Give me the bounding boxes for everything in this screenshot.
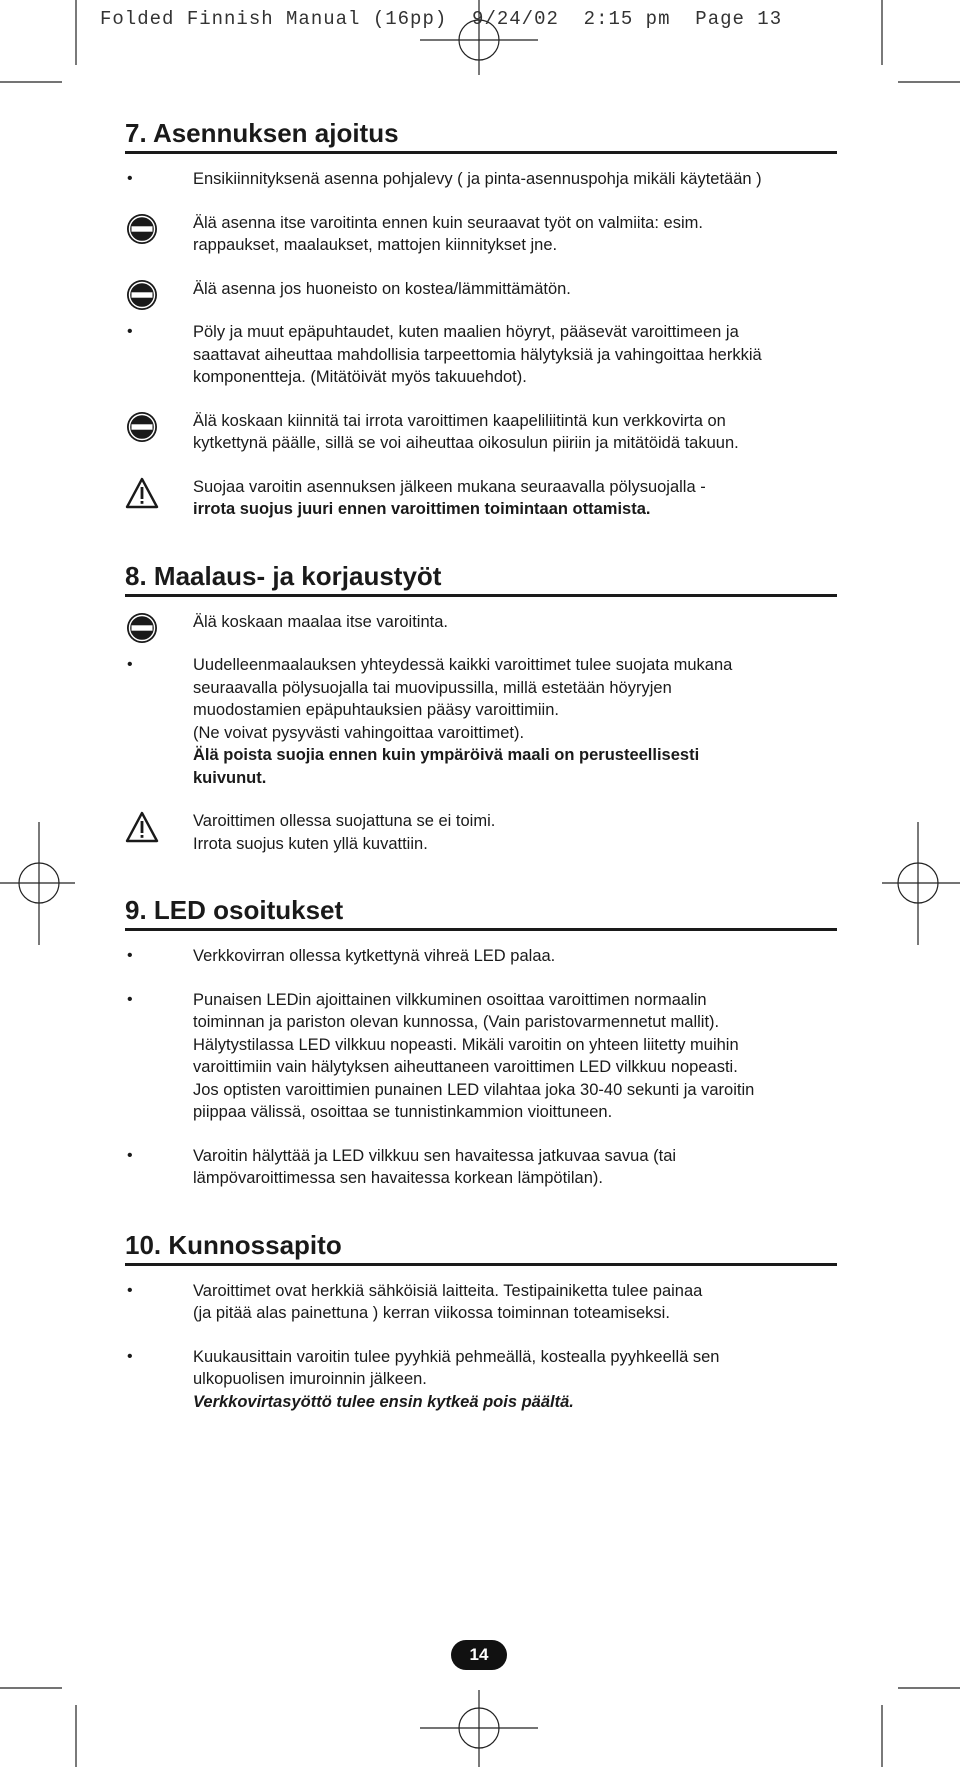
bullet-icon: • [127,990,133,1008]
text-line: Varoittimet ovat herkkiä sähköisiä laitteita. Testipainiketta tulee painaa [193,1281,703,1300]
section-1 [125,118,837,521]
prohibition-icon [125,212,159,246]
list-item [125,1346,837,1414]
text-line: Älä koskaan maalaa itse varoitinta. [193,612,448,631]
list-item [125,945,837,968]
text-line: Pöly ja muut epäpuhtaudet, kuten maalien höyryt, pääsevät varoittimeen ja [193,323,739,341]
prohibition-icon [125,278,159,312]
section-4 [125,1230,837,1414]
text-line: muodostamien epäpuhtauksien pääsy varoittimiin. [193,701,559,719]
list-item [125,989,837,1124]
text-line: Punaisen LEDin ajoittainen vilkkuminen osoittaa varoittimen normaalin [193,990,707,1009]
prohibition-icon [125,611,159,645]
text-line: lämpövaroittimessa sen havaitessa korkean lämpötilan). [193,1169,603,1187]
text-line: (ja pitää alas painettuna ) kerran viikossa toiminnan toteamiseksi. [193,1304,670,1322]
section-2 [125,561,837,856]
prohibition-icon [125,410,159,444]
bullet-icon: • [127,1281,133,1299]
text-line: kytkettynä päälle, sillä se voi aiheuttaa oikosulun piiriin ja mitätöidä takuun. [193,434,739,452]
bullet-icon: • [127,170,133,187]
bullet-icon: • [127,656,133,673]
text-line: Älä koskaan kiinnitä tai irrota varoittimen kaapeliliitintä kun verkkovirta on [193,411,726,430]
text-line: Uudelleenmaalauksen yhteydessä kaikki varoittimet tulee suojata mukana [193,656,733,674]
bullet-icon: • [127,947,133,964]
text-line: saattavat aiheuttaa mahdollisia tarpeettomia hälytyksiä ja vahingoittaa herkkiä [193,345,762,364]
section-title: 9. LED osoitukset [125,895,837,931]
section-3 [125,895,837,1190]
text-line: seuraavalla pölysuojalla tai muovipussilla, millä estetään höyryjen [193,678,672,697]
print-slug-line: Folded Finnish Manual (16pp) 9/24/02 2:15 pm Page 13 [100,8,783,30]
text-line: toiminnan ja pariston olevan kunnossa, (Vain paristovarmennetut mallit). [193,1013,720,1031]
manual-content [125,118,837,1453]
list-item [125,321,837,389]
text-line: Verkkovirtasyöttö tulee ensin kytkeä pois päältä. [193,1392,574,1411]
text-line: Älä poista suojia ennen kuin ympäröivä maali on perusteellisesti [193,746,700,764]
text-line: piippaa välissä, osoittaa se tunnistinkammion vioittuneen. [193,1103,613,1121]
text-line: Älä asenna itse varoitinta ennen kuin seuraavat työt on valmiita: esim. [193,213,703,232]
bullet-icon: • [127,1146,133,1164]
list-item [125,611,837,634]
text-line: Jos optisten varoittimien punainen LED vilahtaa joka 30-40 sekunti ja varoitin [193,1080,755,1099]
list-item [125,212,837,257]
text-line: rappaukset, maalaukset, mattojen kiinnitykset jne. [193,236,558,254]
bullet-icon: • [127,1347,133,1365]
page-number: 14 [451,1640,507,1670]
list-item [125,810,837,855]
text-line: Verkkovirran ollessa kytkettynä vihreä LED palaa. [193,947,556,965]
text-line: kuivunut. [193,768,267,787]
text-line: komponentteja. (Mitätöivät myös takuuehdot). [193,368,527,386]
text-line: ulkopuolisen imuroinnin jälkeen. [193,1370,427,1388]
list-item [125,654,837,789]
text-line: Kuukausittain varoitin tulee pyyhkiä pehmeällä, kostealla pyyhkeellä sen [193,1347,720,1366]
text-line: (Ne voivat pysyvästi vahingoittaa varoittimet). [193,723,525,742]
section-title: 7. Asennuksen ajoitus [125,118,837,154]
list-item [125,1280,837,1325]
text-line: Ensikiinnityksenä asenna pohjalevy ( ja pinta-asennuspohja mikäli käytetään ) [193,170,762,188]
section-title: 10. Kunnossapito [125,1230,837,1266]
list-item [125,410,837,455]
list-item [125,476,837,521]
warning-icon [125,810,159,844]
text-line: Varoitin hälyttää ja LED vilkkuu sen havaitessa jatkuvaa savua (tai [193,1146,677,1165]
list-item [125,168,837,191]
text-line: Irrota suojus kuten yllä kuvattiin. [193,834,428,853]
text-line: Suojaa varoitin asennuksen jälkeen mukana seuraavalla pölysuojalla - [193,477,706,496]
text-line: Älä asenna jos huoneisto on kostea/lämmittämätön. [193,279,571,298]
text-line: Varoittimen ollessa suojattuna se ei toimi. [193,812,496,830]
text-line: irrota suojus juuri ennen varoittimen toimintaan ottamista. [193,500,651,518]
text-line: varoittimiin vain hälytyksen aiheuttaneen varoittimen LED vilkkuu nopeasti. [193,1058,738,1076]
warning-icon [125,476,159,510]
list-item [125,278,837,301]
section-title: 8. Maalaus- ja korjaustyöt [125,561,837,597]
bullet-icon: • [127,323,133,340]
list-item [125,1145,837,1190]
text-line: Hälytystilassa LED vilkkuu nopeasti. Mikäli varoitin on yhteen liitetty muihin [193,1035,739,1054]
